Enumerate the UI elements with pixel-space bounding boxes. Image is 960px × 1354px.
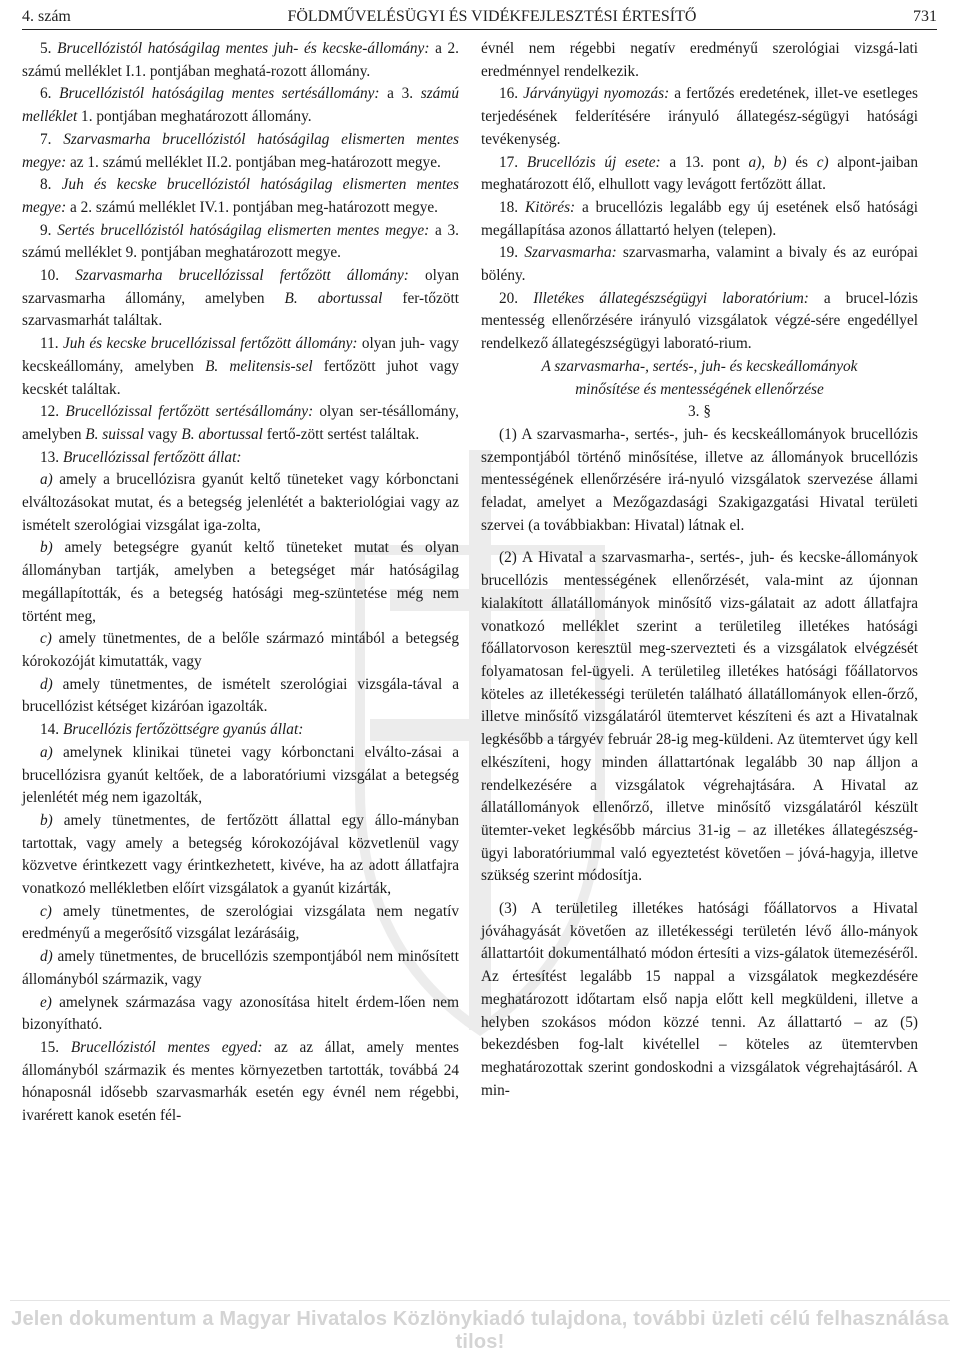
definition-6: 6. Brucellózistól hatóságilag mentes sertésállomány: a 3. számú melléklet 1. pontjában meghatározott állomány. [22, 85, 459, 126]
definition-17: 17. Brucellózis új esete: a 13. pont a), b) és c) alpont-jaiban meghatározott élő, elhullott vagy levágott fertőzött állat. [481, 153, 918, 194]
section-title: A szarvasmarha-, sertés-, juh- és kecskeállományok minősítése és mentességének ellenőrzése [541, 357, 858, 398]
page-number: 731 [912, 8, 937, 25]
left-column [22, 38, 459, 1128]
definition-9: 9. Sertés brucellózistól hatóságilag elismerten mentes megye: a 3. számú melléklet 9. pontjában meghatározott megye. [22, 221, 459, 262]
definition-7: 7. Szarvasmarha brucellózistól hatóságilag elismerten mentes megye: az 1. számú melléklet II.2. pontjában meg-határozott megye. [22, 130, 460, 171]
copyright-footer: Jelen dokumentum a Magyar Hivatalos Közlönykiadó tulajdona, további üzleti célú felhasználása tilos! [11, 1308, 949, 1353]
definition-10: 10. Szarvasmarha brucellózissal fertőzött állomány: olyan szarvasmarha állomány, amelyben B. abortussal fer-tőzött szarvasmarhát találtak. [22, 267, 459, 330]
definition-20: 20. Illetékes állategészségügyi laboratórium: a brucel-lózis mentesség ellenőrzésére irányuló vizsgálatok végzé-sére engedéllyel rendelkező állategészségügyi laborató-rium. [481, 289, 918, 353]
definition-13-b: b) amely betegségre gyanút keltő tüneteket mutat és olyan állományban tartják, amelyben a betegséget már hatóságilag megállapították, és a betegség hatósági meg-szüntetése még nem történt meg, [22, 539, 459, 625]
definition-16: 16. Járványügyi nyomozás: a fertőzés eredetének, illet-ve esetleges terjedésének felderítésére irányuló állategész-ségügyi hatósági tevékenység. [481, 85, 919, 148]
definition-13-a: a) amely a brucellózisra gyanút keltő tüneteket vagy kórbonctani elváltozásokat mutat, és a betegség jelenlétét a bakteriológiai vagy az ismételt szerológiai vizsgálat iga-zolta, [22, 471, 459, 534]
definition-15-continued: évnél nem régebbi negatív eredményű szerológiai vizsgá-lati eredménnyel rendelkezik. [481, 40, 918, 80]
definition-15: 15. Brucellózistól mentes egyed: az az állat, amely mentes állományból származik és mentes környezetben tartották, továbbá 24 hónaposnál idősebb szarvasmarhák esetén egy évnél nem régebbi, ivarérett kanok esetén fél- [22, 1038, 459, 1125]
definition-13: 13. Brucellózissal fertőzött állat: [40, 448, 242, 466]
definition-14-c: c) amely tünetmentes, de szerológiai vizsgálata nem negatív eredményű a megerősítő vizsgálat lezárásáig, [22, 902, 459, 943]
definition-14-b: b) amely tünetmentes, de fertőzött állattal egy állo-mányban tartottak, vagy amely a betegség kórokozójával közvetlenül vagy közvetve érintkezett vagy érintkezhetett, kivéve, ha az adott állatfajra vonatkozó mellékletben előírt vizsgálatok a gyanút kizárták, [22, 811, 459, 898]
definition-11: 11. Juh és kecske brucellózissal fertőzött állomány: olyan juh- vagy kecskeállomány, amelyben B. melitensis-sel fertőzött juhot vagy kecskét találtak. [22, 335, 459, 398]
definition-18: 18. Kitörés: a brucellózis legalább egy új esetének első hatósági megállapítása azonos állattartó helyen (telepen). [481, 198, 919, 239]
right-column [481, 38, 918, 1102]
issue-number: 4. szám [22, 8, 71, 25]
paragraph-1: (1) A szarvasmarha-, sertés-, juh- és kecskeállományok brucellózis szempontjából történő minősítése, illetve az állományok brucellózis mentességének ellenőrzésére irá-nyuló vizsgálatok szervezése állami feladat, amelyet a Mezőgazdasági Szakigazgatási Hivatal területi szervei (a továbbiakban: Hivatal) látnak el. [481, 425, 918, 534]
journal-title: FÖLDMŰVELÉSÜGYI ÉS VIDÉKFEJLESZTÉSI ÉRTESÍTŐ [287, 8, 697, 25]
footer-divider [10, 1300, 950, 1301]
definition-13-d: d) amely tünetmentes, de ismételt szerológiai vizsgála-tával a brucellózist kétséget kizáróan igazolták. [22, 675, 459, 716]
definition-12: 12. Brucellózissal fertőzött sertésállomány: olyan ser-tésállomány, amelyben B. suissal vagy B. abortussal fertő-zött sertést találtak. [22, 403, 459, 443]
definition-19: 19. Szarvasmarha: szarvasmarha, valamint a bivaly és az európai bölény. [481, 244, 918, 285]
definition-5: 5. Brucellózistól hatóságilag mentes juh- és kecske-állomány: a 2. számú melléklet I.1. pontjában meghatá-rozott állomány. [22, 40, 459, 80]
section-number: 3. § [688, 403, 711, 421]
definition-13-c: c) amely tünetmentes, de a belőle származó mintából a betegség kórokozóját kimutatták, vagy [22, 630, 459, 670]
paragraph-3: (3) A területileg illetékes hatósági főállatorvos a Hivatal jóváhagyását követően az illetékességi területén lévő állo-mányok állattartóit dokumentálható módon értesíti a vizs-gálatok ütemezéséről. Az értesítést legalább 15 nappal a vizsgálatok megkezdésére meghatározott időtartam első napja előtt kell megküldeni, illetve a helyben szokásos módon közzé tenni. Az állattartó – az (5) bekezdésben fog-lalt kivétellel – köteles az ütemtervben meghatározottak szerint gondoskodni a vizsgálatok végrehajtásáról. A min- [481, 900, 918, 1099]
definition-14-a: a) amelynek klinikai tünetei vagy kórbonctani elválto-zásai a brucellózisra gyanút keltőek, de a laboratóriumi vizsgálat a betegség jelenlétét még nem igazolták, [22, 743, 459, 807]
page-header [22, 0, 937, 30]
paragraph-2: (2) A Hivatal a szarvasmarha-, sertés-, juh- és kecske-állományok brucellózis mentességének ellenőrzését, vala-mint az újonnan kialakított állatállományok minősítő vizs-gálatait az adott állatfajra vonatkozó melléklet szerint a területileg illetékes hatósági főállatorvoson keresztül meg-szervezteti és a vizsgálatok elvégzését folyamatosan fel-ügyeli. A területileg illetékes hatósági főállatorvos köteles az illetékességi területén található állatállományok ellen-őrző, illetve minősítő vizsgálatáról ütemtervet készíteni és azt a Hivatalnak legkésőbb a tárgyév február 28-ig meg-küldeni. Az ütemtervet úgy kell elkészíteni, hogy minden állattartónak legalább 30 nap álljon a rendelkezésére a vizsgálatok végrehajtására. A Hivatal az állatállományok ellenőrző, illetve minősítő vizsgálatáról készült ütemter-veket legkésőbb március 31-ig – az illetékes állategészség-ügyi laboratóriummal való egyeztetést követően – jóvá-hagyja, illetve szükség szerint módosítja. [481, 549, 918, 885]
definition-14-e: e) amelynek származása vagy azonosítása hitelt érdem-lően nem bizonyítható. [22, 993, 459, 1034]
definition-14-d: d) amely tünetmentes, de brucellózis szempontjából nem minősített állományból származik, vagy [22, 948, 459, 988]
definition-8: 8. Juh és kecske brucellózistól hatóságilag elismerten mentes megye: a 2. számú melléklet IV.1. pontjában meg-határozott megye. [22, 176, 459, 216]
definition-14: 14. Brucellózis fertőzöttségre gyanús állat: [40, 721, 304, 739]
